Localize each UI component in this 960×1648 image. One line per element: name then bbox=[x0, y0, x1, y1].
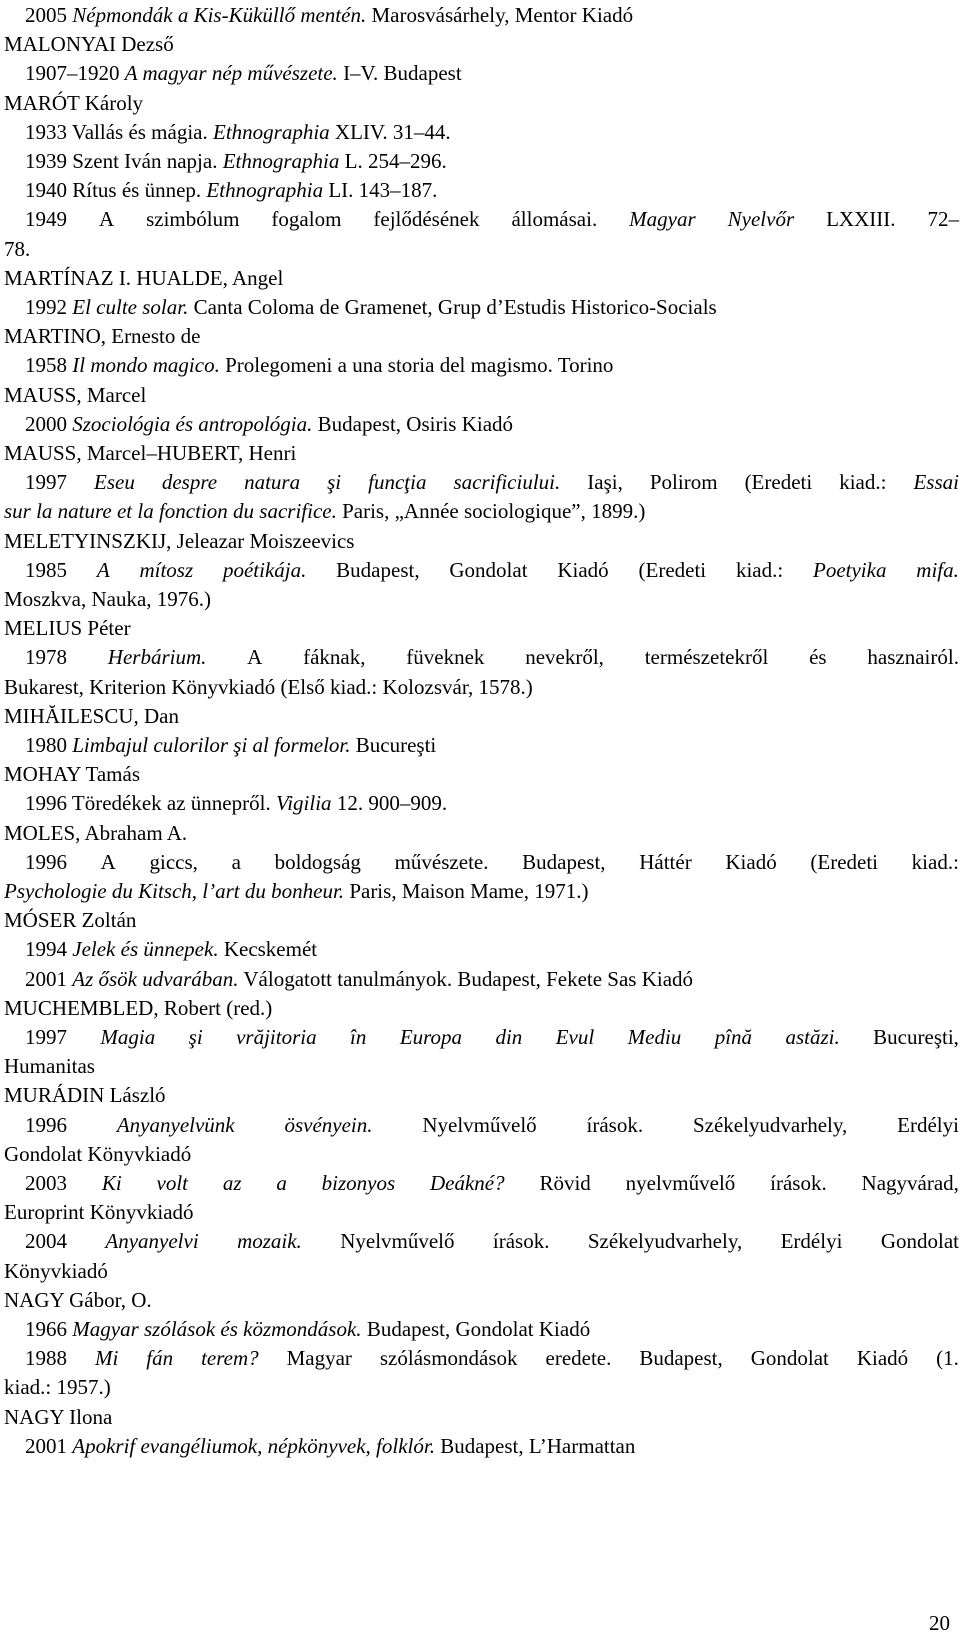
text-run: MALONYAI Dezső bbox=[4, 32, 174, 57]
text-run: kiad.: bbox=[839, 470, 887, 495]
bibliography-entry bbox=[25, 350, 613, 380]
text-run: füveknek bbox=[406, 645, 485, 670]
author-heading bbox=[4, 1285, 152, 1315]
text-run: Bukarest, Kriterion Könyvkiadó (Első kiad.: Kolozsvár, 1578.) bbox=[4, 674, 533, 699]
text-run: Válogatott tanulmányok. Budapest, Fekete Sas Kiadó bbox=[238, 966, 694, 991]
bibliography-entry bbox=[25, 642, 959, 672]
text-run: NAGY Ilona bbox=[4, 1404, 113, 1429]
text-run: terem? bbox=[201, 1346, 259, 1371]
text-run: Budapest, L’Harmattan bbox=[434, 1433, 636, 1458]
text-run: Rövid bbox=[539, 1171, 591, 1195]
author-heading bbox=[4, 701, 179, 731]
text-run: NAGY Gábor, O. bbox=[4, 1287, 152, 1312]
text-run: Magyar bbox=[629, 207, 696, 232]
bibliography-entry bbox=[25, 58, 462, 88]
text-run: Magyar szólások és közmondások. bbox=[72, 1317, 362, 1341]
text-run: és bbox=[809, 645, 827, 670]
entry-continuation bbox=[4, 1139, 191, 1169]
text-run: 2001 bbox=[25, 966, 73, 991]
text-run: (Eredeti bbox=[810, 849, 878, 874]
text-run: Népmondák a Kis-Küküllő mentén. bbox=[72, 3, 367, 27]
text-run: L. 254–296. bbox=[339, 149, 447, 173]
text-run: Herbárium. bbox=[107, 645, 207, 670]
text-run: Marosvásárhely, Mentor Kiadó bbox=[366, 3, 634, 27]
text-run: 1980 bbox=[25, 733, 73, 757]
text-run: 12. 900–909. bbox=[331, 791, 448, 816]
text-run: Paris, „Année sociologique”, 1899.) bbox=[336, 499, 646, 524]
entry-continuation bbox=[4, 234, 30, 264]
entry-continuation bbox=[4, 584, 211, 614]
text-run: 1966 bbox=[25, 1317, 73, 1341]
bibliography-entry bbox=[25, 204, 959, 234]
text-run: művészete. bbox=[394, 849, 489, 874]
text-run: Magia bbox=[100, 1025, 156, 1049]
text-run: írások. bbox=[492, 1229, 550, 1254]
text-run: natura bbox=[244, 470, 301, 495]
text-run: Limbajul culorilor şi al formelor. bbox=[72, 733, 351, 757]
text-run: állomásai. bbox=[511, 207, 598, 232]
text-run: 1949 bbox=[25, 207, 67, 232]
text-run: Jelek és ünnepek. bbox=[72, 937, 219, 962]
text-run: nyelvművelő bbox=[625, 1171, 736, 1195]
text-run: Humanitas bbox=[4, 1054, 95, 1079]
text-run: Gondolat bbox=[750, 1346, 829, 1371]
text-run: 2000 bbox=[25, 411, 73, 436]
text-run: A bbox=[96, 557, 110, 582]
text-run: şi bbox=[188, 1025, 203, 1049]
text-run: 1985 bbox=[25, 557, 67, 582]
text-run: 78. bbox=[4, 236, 31, 261]
author-heading bbox=[4, 88, 143, 118]
text-run: pînă bbox=[714, 1025, 753, 1049]
author-heading bbox=[4, 818, 187, 848]
text-run: Europrint Könyvkiadó bbox=[4, 1200, 194, 1225]
text-run: 1933 Vallás és mágia. bbox=[25, 119, 213, 144]
text-run: Nyelvművelő bbox=[422, 1112, 537, 1137]
text-run: kiad.: bbox=[911, 849, 959, 874]
text-run: MUCHEMBLED, Robert (red.) bbox=[4, 995, 273, 1020]
text-run: MELETYINSZKIJ, Jeleazar Moiszeevics bbox=[4, 528, 355, 553]
entry-continuation bbox=[4, 1372, 111, 1402]
bibliography-entry bbox=[25, 0, 633, 30]
text-run: funcţia bbox=[368, 470, 427, 495]
bibliography-entry bbox=[25, 788, 447, 818]
text-run: Kiadó bbox=[557, 557, 609, 582]
text-run: MAUSS, Marcel bbox=[4, 382, 147, 407]
text-run: XLIV. 31–44. bbox=[329, 119, 451, 144]
bibliography-entry bbox=[25, 1226, 959, 1256]
bibliography-entry bbox=[25, 1110, 959, 1140]
text-run: Eseu bbox=[94, 470, 135, 495]
text-run: 1978 bbox=[25, 645, 67, 670]
bibliography-entry bbox=[25, 1168, 959, 1198]
bibliography-entry bbox=[25, 117, 451, 147]
author-heading bbox=[4, 759, 140, 789]
text-run: (Eredeti bbox=[638, 557, 707, 582]
text-run: giccs, bbox=[149, 849, 198, 874]
text-run: MELIUS Péter bbox=[4, 616, 131, 641]
entry-continuation bbox=[4, 1051, 95, 1081]
text-run: az bbox=[222, 1171, 242, 1195]
bibliography-entry bbox=[25, 934, 317, 964]
text-run: I–V. Budapest bbox=[337, 61, 462, 86]
text-run: 2001 bbox=[25, 1433, 73, 1458]
text-run: Ethnographia bbox=[222, 149, 340, 173]
author-heading bbox=[4, 1080, 166, 1110]
author-heading bbox=[4, 526, 354, 556]
author-heading bbox=[4, 263, 283, 293]
bibliography-entry bbox=[25, 1314, 590, 1344]
text-run: írások. bbox=[586, 1112, 644, 1137]
text-run: Háttér bbox=[639, 849, 692, 874]
text-run: MAUSS, Marcel–HUBERT, Henri bbox=[4, 441, 297, 465]
text-run: 1994 bbox=[25, 937, 73, 962]
text-run: Gondolat bbox=[880, 1229, 959, 1254]
text-run: Anyanyelvünk bbox=[116, 1112, 235, 1137]
text-run: Budapest, Osiris Kiadó bbox=[312, 411, 514, 436]
author-heading bbox=[4, 1402, 112, 1432]
text-run: Bucureşti, bbox=[873, 1025, 959, 1049]
text-run: LI. 143–187. bbox=[323, 178, 438, 203]
bibliography-entry bbox=[25, 1022, 959, 1052]
text-run: poétikája. bbox=[222, 557, 307, 582]
text-run: Essai bbox=[913, 470, 959, 495]
bibliography-entry bbox=[25, 1343, 959, 1373]
text-run: Budapest, bbox=[522, 849, 606, 874]
text-run: eredete. bbox=[545, 1346, 612, 1371]
text-run: Gondolat Könyvkiadó bbox=[4, 1141, 192, 1166]
text-run: Nyelvművelő bbox=[340, 1229, 455, 1254]
entry-continuation bbox=[4, 876, 588, 906]
bibliography-entry bbox=[25, 409, 513, 439]
text-run: Moszkva, Nauka, 1976.) bbox=[4, 587, 212, 611]
bibliography-entry bbox=[25, 467, 959, 497]
bibliography-entry bbox=[25, 146, 447, 176]
text-run: MOHAY Tamás bbox=[4, 762, 141, 787]
text-run: hasznairól. bbox=[867, 645, 959, 670]
text-run: A bbox=[98, 207, 115, 232]
text-run: 2003 bbox=[25, 1171, 67, 1195]
text-run: sacrificiului. bbox=[453, 470, 561, 495]
text-run: 2005 bbox=[25, 3, 73, 27]
text-run: a bbox=[231, 849, 241, 874]
text-run: ösvényein. bbox=[284, 1112, 373, 1137]
text-run: A magyar nép művészete. bbox=[124, 61, 338, 86]
text-run: Prolegomeni a una storia del magismo. Torino bbox=[219, 353, 614, 378]
text-run: írások. bbox=[770, 1171, 827, 1195]
text-run: 1997 bbox=[25, 470, 67, 495]
text-run: Magyar bbox=[286, 1346, 352, 1371]
text-run: Budapest, bbox=[639, 1346, 723, 1371]
text-run: Kiadó bbox=[856, 1346, 909, 1371]
text-run: Erdélyi bbox=[897, 1112, 959, 1137]
text-run: Gondolat bbox=[449, 557, 528, 582]
text-run: a bbox=[276, 1171, 287, 1195]
text-run: Anyanyelvi bbox=[105, 1229, 199, 1254]
bibliography-entry bbox=[25, 292, 717, 322]
text-run: MARÓT Károly bbox=[4, 90, 144, 115]
text-run: szólásmondások bbox=[379, 1346, 518, 1371]
text-run: Bucureşti bbox=[350, 733, 437, 757]
text-run: Psychologie du Kitsch, l’art du bonheur. bbox=[4, 879, 345, 903]
text-run: 1958 bbox=[25, 353, 73, 378]
text-run: MIHĂILESCU, Dan bbox=[4, 703, 179, 728]
text-run: A bbox=[247, 645, 263, 670]
author-heading bbox=[4, 438, 296, 468]
text-run: vrăjitoria bbox=[236, 1025, 317, 1049]
text-run: szimbólum bbox=[146, 207, 240, 232]
text-run: 1940 Rítus és ünnep. bbox=[25, 178, 207, 203]
text-run: Canta Coloma de Gramenet, Grup d’Estudis Historico-Socials bbox=[188, 295, 717, 319]
text-run: sur la nature et la fonction du sacrifice. bbox=[4, 499, 337, 524]
text-run: Az ősök udvarában. bbox=[72, 966, 239, 991]
bibliography-entry bbox=[25, 555, 959, 585]
text-run: Budapest, bbox=[336, 557, 420, 582]
text-run: fejlődésének bbox=[373, 207, 480, 232]
text-run: MARTÍNAZ I. HUALDE, Angel bbox=[4, 265, 284, 290]
entry-continuation bbox=[4, 1197, 194, 1227]
text-run: A bbox=[100, 849, 116, 874]
text-run: astăzi. bbox=[785, 1025, 840, 1049]
text-run: în bbox=[350, 1025, 367, 1049]
text-run: 72– bbox=[927, 207, 959, 232]
text-run: 1988 bbox=[25, 1346, 67, 1371]
text-run: MURÁDIN László bbox=[4, 1083, 166, 1108]
text-run: mifa. bbox=[916, 557, 959, 582]
text-run: Paris, Maison Mame, 1971.) bbox=[344, 879, 589, 903]
text-run: 1939 Szent Iván napja. bbox=[25, 149, 223, 173]
text-run: Székelyudvarhely, bbox=[587, 1229, 743, 1254]
text-run: 2004 bbox=[25, 1229, 67, 1254]
text-run: Erdélyi bbox=[780, 1229, 843, 1254]
text-run: bizonyos bbox=[321, 1171, 396, 1195]
entry-continuation bbox=[4, 672, 533, 702]
text-run: fogalom bbox=[271, 207, 342, 232]
entry-continuation bbox=[4, 1256, 108, 1286]
author-heading bbox=[4, 380, 146, 410]
text-run: Kecskemét bbox=[218, 937, 318, 962]
text-run: fáknak, bbox=[303, 645, 366, 670]
text-run: kiad.: 1957.) bbox=[4, 1375, 111, 1400]
text-run: despre bbox=[161, 470, 218, 495]
text-run: boldogság bbox=[274, 849, 361, 874]
text-run: MARTINO, Ernesto de bbox=[4, 324, 201, 349]
text-run: Vigilia bbox=[275, 791, 332, 816]
bibliography-entry bbox=[25, 847, 959, 877]
author-heading bbox=[4, 993, 272, 1023]
text-run: Poetyika bbox=[813, 557, 887, 582]
text-run: Nagyvárad, bbox=[861, 1171, 959, 1195]
text-run: fán bbox=[146, 1346, 174, 1371]
text-run: (1. bbox=[936, 1346, 959, 1371]
text-run: Ethnographia bbox=[206, 178, 324, 203]
text-run: Kiadó bbox=[725, 849, 777, 874]
text-run: Polirom bbox=[649, 470, 718, 495]
text-run: Ki bbox=[101, 1171, 122, 1195]
text-run: 1996 Töredékek az ünnepről. bbox=[25, 791, 276, 816]
text-run: Ethnographia bbox=[213, 119, 330, 144]
bibliography-entry bbox=[25, 730, 436, 760]
text-run: din bbox=[495, 1025, 523, 1049]
bibliography-entry bbox=[25, 175, 437, 205]
text-run: MOLES, Abraham A. bbox=[4, 820, 188, 845]
text-run: Nyelvőr bbox=[727, 207, 795, 232]
bibliography-entry bbox=[25, 1431, 635, 1461]
text-run: şi bbox=[327, 470, 342, 495]
author-heading bbox=[4, 613, 131, 643]
bibliography-entry bbox=[25, 964, 693, 994]
text-run: volt bbox=[156, 1171, 188, 1195]
page-number: 20 bbox=[929, 1611, 950, 1635]
text-run: természetekről bbox=[644, 645, 769, 670]
text-run: LXXIII. bbox=[826, 207, 896, 232]
text-run: (Eredeti bbox=[744, 470, 813, 495]
text-run: Mediu bbox=[627, 1025, 682, 1049]
text-run: Budapest, Gondolat Kiadó bbox=[361, 1317, 591, 1341]
author-heading bbox=[4, 29, 174, 59]
text-run: Evul bbox=[555, 1025, 595, 1049]
text-run: kiad.: bbox=[735, 557, 784, 582]
entry-continuation bbox=[4, 496, 645, 526]
text-run: Apokrif evangéliumok, népkönyvek, folklór. bbox=[72, 1433, 435, 1458]
text-run: Székelyudvarhely, bbox=[692, 1112, 848, 1137]
text-run: mozaik. bbox=[237, 1229, 302, 1254]
text-run: Europa bbox=[399, 1025, 463, 1049]
text-run: Mi bbox=[94, 1346, 119, 1371]
text-run: 1997 bbox=[25, 1025, 67, 1049]
text-run: Deákné? bbox=[430, 1171, 505, 1195]
author-heading bbox=[4, 905, 136, 935]
text-run: 1907–1920 bbox=[25, 61, 125, 86]
text-run: 1996 bbox=[25, 1112, 67, 1137]
author-heading bbox=[4, 321, 200, 351]
text-run: nevekről, bbox=[525, 645, 604, 670]
text-run: Könyvkiadó bbox=[4, 1258, 108, 1283]
text-run: 1996 bbox=[25, 849, 67, 874]
text-run: Szociológia és antropológia. bbox=[72, 411, 313, 436]
text-run: 1992 bbox=[25, 295, 73, 319]
text-run: Il mondo magico. bbox=[72, 353, 220, 378]
text-run: MÓSER Zoltán bbox=[4, 908, 137, 933]
text-run: mítosz bbox=[139, 557, 194, 582]
text-run: El culte solar. bbox=[72, 295, 189, 319]
text-run: Iaşi, bbox=[587, 470, 623, 495]
